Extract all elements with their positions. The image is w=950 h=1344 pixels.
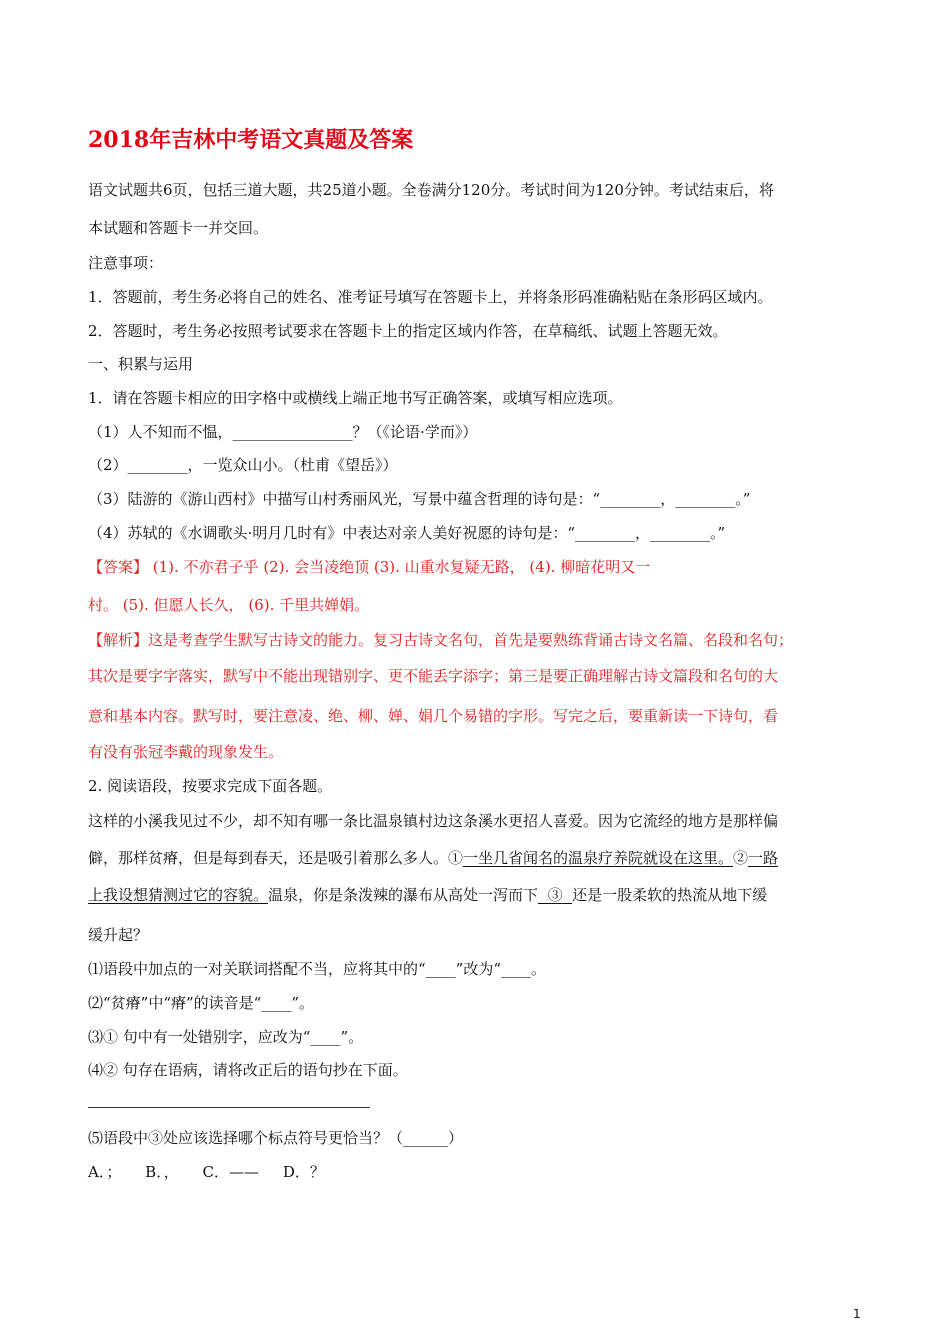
notice-heading: 注意事项：	[88, 254, 164, 272]
answer-options: A．； B．， C．—— D．？	[88, 1163, 325, 1181]
analysis-line-3: 意和基本内容。默写时，要注意凌、绝、柳、婵、娟几个易错的字形。写完之后，要重新读一下诗句，看	[88, 707, 779, 725]
analysis-line-2: 其次是要字字落实，默写中不能出现错别字、更不能丢字添字；第三是要正确理解古诗文篇段和名句的大	[88, 667, 779, 685]
passage-line-3	[88, 885, 767, 905]
answer-line-1: 【答案】 (1). 不亦君子乎 (2). 会当凌绝顶 (3). 山重水复疑无路， (4). 柳暗花明又一	[88, 558, 651, 576]
question-2-sub-4: ⑷② 句存在语病，请将改正后的语句抄在下面。	[88, 1061, 408, 1079]
page-number: 1	[853, 1307, 861, 1321]
question-2-sub-2: ⑵“贫瘠”中“瘠”的读音是“____”。	[88, 994, 315, 1012]
section-heading: 一、积累与运用	[88, 355, 194, 373]
passage-text: 还是一股柔软的热流从地下缓	[572, 886, 768, 904]
intro-line-1: 语文试题共6页，包括三道大题，共25道小题。全卷满分120分。考试时间为120分钟。考试结束后，将	[88, 181, 774, 199]
analysis-line-1: 【解析】这是考查学生默写古诗文的能力。复习古诗文名句，首先是要熟练背诵古诗文名篇、名段和名句；	[88, 631, 794, 649]
question-1-sub-1: （1）人不知而不愠，________________？（《论语·学而》）	[88, 423, 478, 441]
passage-underlined-sentence-1: 一坐几省闻名的温泉疗养院就设在这里。	[463, 849, 734, 867]
passage-text: 僻，那样贫瘠，但是每到春天，还是吸引着那么多人。①	[88, 849, 464, 867]
question-2-sub-1: ⑴语段中加点的一对关联词搭配不当，应将其中的“____”改为“____。	[88, 960, 547, 978]
passage-underlined-sentence-2-cont: 上我设想猜测过它的容貌。	[88, 886, 269, 904]
passage-text: ②	[733, 849, 749, 867]
answer-blank-line	[88, 1107, 370, 1108]
question-1-sub-2: （2）________，一览众山小。（杜甫《望岳》）	[88, 456, 398, 474]
answer-line-2: 村。 (5). 但愿人长久， (6). 千里共婵娟。	[88, 596, 370, 614]
intro-line-2: 本试题和答题卡一并交回。	[88, 219, 269, 237]
question-1-prompt: 1．请在答题卡相应的田字格中或横线上端正地书写正确答案，或填写相应选项。	[88, 389, 623, 407]
passage-line-1: 这样的小溪我见过不少，却不知有哪一条比温泉镇村边这条溪水更招人喜爱。因为它流经的地方是那样偏	[88, 812, 779, 830]
passage-line-2	[88, 848, 778, 868]
question-2-sub-3: ⑶① 句中有一处错别字，应改为“____”。	[88, 1028, 364, 1046]
question-1-sub-4: （4）苏轼的《水调歌头·明月几时有》中表达对亲人美好祝愿的诗句是：“________，________。”	[88, 524, 726, 542]
passage-line-4: 缓升起？	[88, 926, 149, 944]
passage-text: 温泉，你是条泼辣的瀑布从高处一泻而下	[268, 886, 539, 904]
passage-underlined-sentence-2: 一路	[748, 849, 779, 867]
question-2-sub-5: ⑸语段中③处应该选择哪个标点符号更恰当？（______）	[88, 1129, 464, 1147]
question-2-prompt: 2. 阅读语段，按要求完成下面各题。	[88, 777, 333, 795]
punctuation-blank: ③	[538, 886, 573, 904]
page-title: 2018年吉林中考语文真题及答案	[88, 127, 414, 153]
question-1-sub-3: （3）陆游的《游山西村》中描写山村秀丽风光，写景中蕴含哲理的诗句是：“________，________。”	[88, 490, 751, 508]
notice-item-1: 1．答题前，考生务必将自己的姓名、准考证号填写在答题卡上，并将条形码准确粘贴在条形码区域内。	[88, 288, 773, 306]
analysis-line-4: 有没有张冠李戴的现象发生。	[88, 743, 284, 761]
notice-item-2: 2．答题时，考生务必按照考试要求在答题卡上的指定区域内作答，在草稿纸、试题上答题无效。	[88, 322, 728, 340]
